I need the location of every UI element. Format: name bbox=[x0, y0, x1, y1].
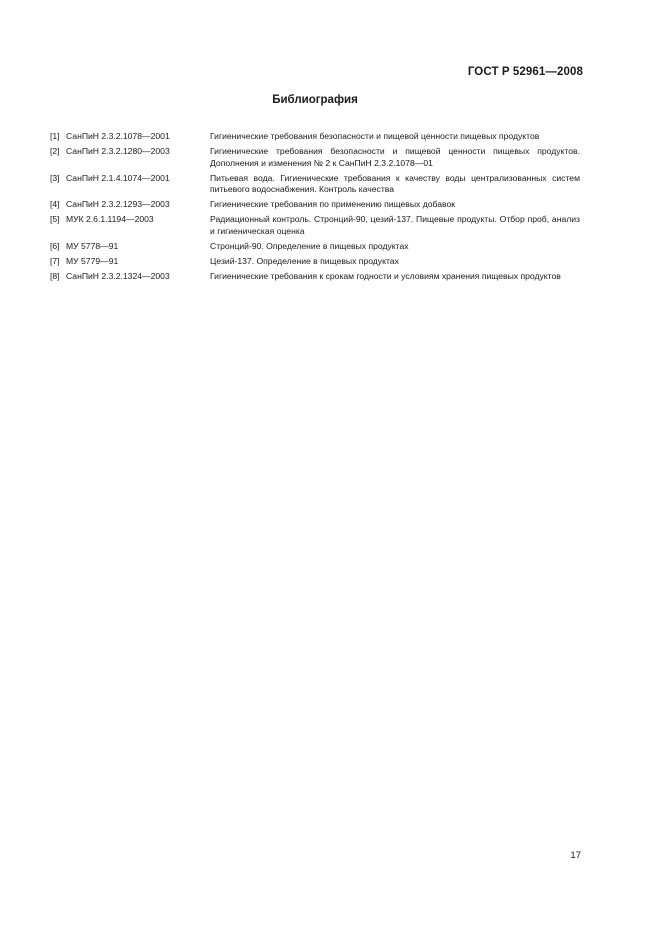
entry-document-code: СанПиН 2.3.2.1293—2003 bbox=[66, 199, 170, 210]
entry-title: Стронций-90. Определение в пищевых продуктах bbox=[210, 240, 409, 251]
entry-document-code: МУ 5779—91 bbox=[66, 255, 119, 266]
entry-title: Цезий-137. Определение в пищевых продуктах bbox=[210, 255, 399, 266]
entry-document-code: МУК 2.6.1.1194—2003 bbox=[66, 214, 154, 225]
bibliography-entry bbox=[50, 173, 580, 196]
bibliography-entry bbox=[50, 241, 580, 253]
entry-document-code: МУ 5778—91 bbox=[66, 240, 119, 251]
entry-number: [6] bbox=[50, 240, 60, 251]
entry-title: Гигиенические требования безопасности и пищевой ценности пищевых продуктов bbox=[210, 131, 540, 141]
section-title: Библиография bbox=[272, 94, 358, 106]
entry-title: Гигиенические требования безопасности и пищевой ценности пищевых продуктов. Дополнения и изменения № 2 к СанПиН 2.3.2.1078—01 bbox=[210, 145, 580, 168]
entry-number: [7] bbox=[50, 255, 60, 266]
entry-title: Радиационный контроль. Стронций-90, цезий-137. Пищевые продукты. Отбор проб, анализ и гигиеническая оценка bbox=[210, 214, 580, 236]
entry-number: [1] bbox=[50, 131, 60, 141]
entry-number: [2] bbox=[50, 145, 60, 156]
entry-document-code: СанПиН 2.3.2.1280—2003 bbox=[66, 145, 170, 156]
bibliography-list bbox=[50, 131, 580, 286]
entry-document-code: СанПиН 2.1.4.1074—2001 bbox=[66, 172, 170, 183]
entry-title: Гигиенические требования к срокам годности и условиям хранения пищевых продуктов bbox=[210, 270, 561, 281]
entry-title: Гигиенические требования по применению пищевых добавок bbox=[210, 199, 456, 210]
entry-number: [3] bbox=[50, 172, 60, 183]
bibliography-entry bbox=[50, 131, 580, 143]
entry-title: Питьевая вода. Гигиенические требования к качеству воды централизованных систем питьевого водоснабжения. Контроль качества bbox=[210, 172, 580, 195]
standard-code: ГОСТ Р 52961—2008 bbox=[467, 66, 583, 78]
bibliography-entry bbox=[50, 271, 580, 283]
bibliography-entry bbox=[50, 256, 580, 268]
entry-number: [4] bbox=[50, 199, 60, 210]
entry-number: [8] bbox=[50, 270, 60, 281]
bibliography-entry bbox=[50, 146, 580, 169]
bibliography-entry bbox=[50, 199, 580, 211]
bibliography-entry bbox=[50, 214, 580, 237]
entry-number: [5] bbox=[50, 214, 60, 225]
page-number: 17 bbox=[570, 850, 581, 861]
entry-document-code: СанПиН 2.3.2.1078—2001 bbox=[66, 131, 170, 141]
entry-document-code: СанПиН 2.3.2.1324—2003 bbox=[66, 270, 170, 281]
